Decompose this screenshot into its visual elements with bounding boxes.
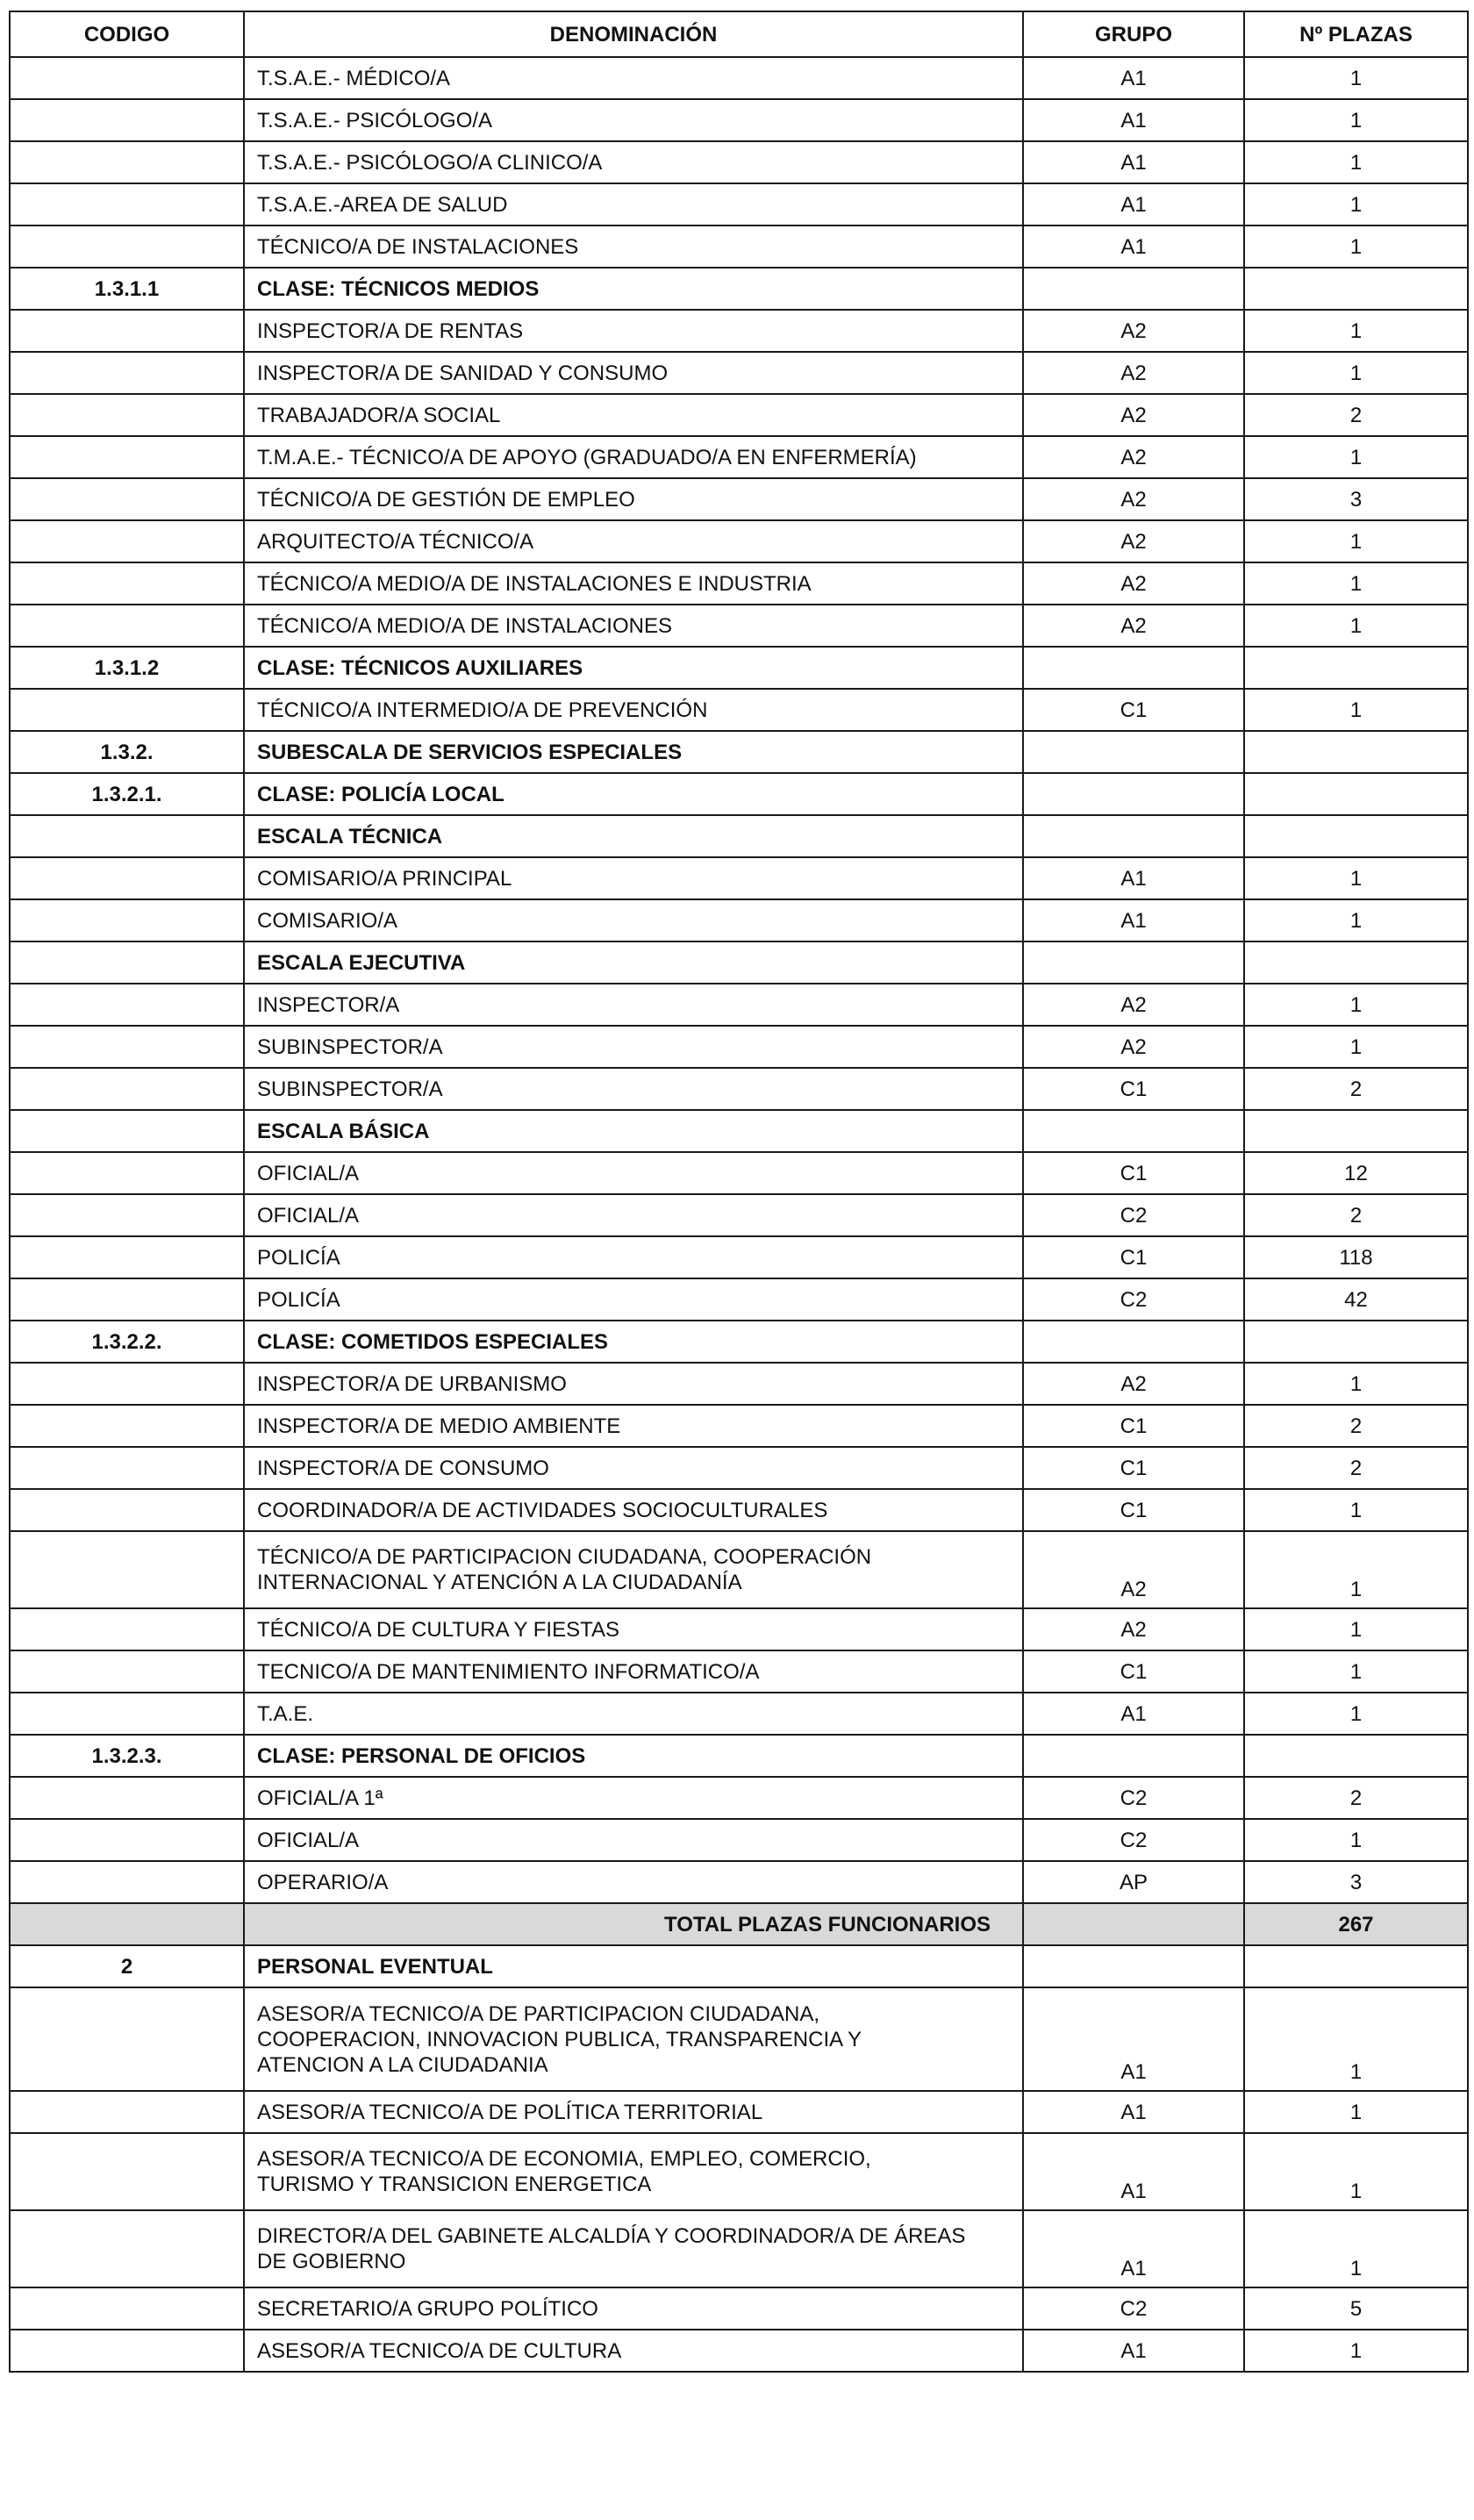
table-row [10, 562, 1468, 605]
cell-grupo: A1 [1023, 183, 1244, 226]
cell-plazas: 1 [1244, 226, 1468, 268]
cell-denominacion: INSPECTOR/A DE SANIDAD Y CONSUMO [244, 352, 1023, 394]
cell-plazas: 1 [1244, 2210, 1468, 2287]
cell-plazas: 12 [1244, 1152, 1468, 1194]
cell-codigo [10, 1152, 244, 1194]
cell-plazas: 1 [1244, 352, 1468, 394]
cell-denominacion: CLASE: TÉCNICOS AUXILIARES [244, 647, 1023, 689]
cell-grupo: A2 [1023, 352, 1244, 394]
cell-codigo: 1.3.2.2. [10, 1321, 244, 1363]
cell-codigo: 1.3.2. [10, 731, 244, 773]
cell-codigo [10, 520, 244, 562]
section-row [10, 815, 1468, 857]
cell-grupo: A1 [1023, 2210, 1244, 2287]
cell-plazas: 42 [1244, 1278, 1468, 1321]
section-row [10, 1735, 1468, 1777]
cell-grupo: C1 [1023, 1405, 1244, 1447]
cell-grupo: A1 [1023, 226, 1244, 268]
section-row [10, 941, 1468, 984]
cell-plazas [1244, 1321, 1468, 1363]
cell-denominacion: TÉCNICO/A INTERMEDIO/A DE PREVENCIÓN [244, 689, 1023, 731]
cell-denominacion: TÉCNICO/A DE INSTALACIONES [244, 226, 1023, 268]
table-row [10, 436, 1468, 478]
cell-plazas [1244, 1110, 1468, 1152]
cell-denominacion: DIRECTOR/A DEL GABINETE ALCALDÍA Y COORDINADOR/A DE ÁREAS DE GOBIERNO [244, 2210, 1023, 2287]
cell-codigo [10, 941, 244, 984]
cell-denominacion: INSPECTOR/A DE MEDIO AMBIENTE [244, 1405, 1023, 1447]
cell-grupo [1023, 1735, 1244, 1777]
cell-codigo [10, 1110, 244, 1152]
cell-denominacion: ASESOR/A TECNICO/A DE POLÍTICA TERRITORIAL [244, 2091, 1023, 2133]
table-row [10, 226, 1468, 268]
column-header-plazas: Nº PLAZAS [1244, 11, 1468, 57]
cell-plazas [1244, 773, 1468, 815]
cell-grupo: A1 [1023, 141, 1244, 183]
cell-plazas: 267 [1244, 1903, 1468, 1945]
cell-codigo [10, 1447, 244, 1489]
cell-plazas: 1 [1244, 1489, 1468, 1531]
section-row [10, 773, 1468, 815]
cell-codigo [10, 394, 244, 436]
cell-grupo: C1 [1023, 1152, 1244, 1194]
section-row [10, 731, 1468, 773]
cell-plazas [1244, 815, 1468, 857]
cell-codigo [10, 1026, 244, 1068]
table-row [10, 1819, 1468, 1861]
cell-codigo [10, 1693, 244, 1735]
cell-grupo [1023, 941, 1244, 984]
cell-grupo: C2 [1023, 1278, 1244, 1321]
cell-grupo: A1 [1023, 899, 1244, 941]
table-header-row [10, 11, 1468, 57]
table-row [10, 1489, 1468, 1531]
cell-codigo [10, 2287, 244, 2330]
table-row [10, 899, 1468, 941]
table-row [10, 1363, 1468, 1405]
cell-plazas [1244, 731, 1468, 773]
cell-denominacion: ASESOR/A TECNICO/A DE PARTICIPACION CIUDADANA, COOPERACION, INNOVACION PUBLICA, TRANSPARENCIA Y ATENCION A LA CIUDADANIA [244, 1987, 1023, 2091]
table-row [10, 352, 1468, 394]
cell-codigo [10, 1777, 244, 1819]
cell-denominacion: INSPECTOR/A DE URBANISMO [244, 1363, 1023, 1405]
cell-denominacion: COMISARIO/A [244, 899, 1023, 941]
cell-plazas: 1 [1244, 183, 1468, 226]
cell-denominacion: OFICIAL/A [244, 1152, 1023, 1194]
cell-codigo [10, 1531, 244, 1608]
cell-codigo [10, 2330, 244, 2372]
cell-grupo: C1 [1023, 689, 1244, 731]
cell-denominacion: TÉCNICO/A DE GESTIÓN DE EMPLEO [244, 478, 1023, 520]
cell-grupo: A2 [1023, 394, 1244, 436]
cell-denominacion: TOTAL PLAZAS FUNCIONARIOS [244, 1903, 1023, 1945]
cell-codigo [10, 984, 244, 1026]
cell-denominacion: SUBINSPECTOR/A [244, 1068, 1023, 1110]
cell-grupo: A2 [1023, 1026, 1244, 1068]
cell-denominacion: OPERARIO/A [244, 1861, 1023, 1903]
table-row [10, 99, 1468, 141]
staff-table-sheet [9, 11, 1467, 2373]
cell-denominacion: TÉCNICO/A MEDIO/A DE INSTALACIONES E INDUSTRIA [244, 562, 1023, 605]
cell-plazas: 1 [1244, 1650, 1468, 1693]
cell-codigo [10, 1903, 244, 1945]
cell-grupo: C1 [1023, 1650, 1244, 1693]
cell-denominacion: ASESOR/A TECNICO/A DE CULTURA [244, 2330, 1023, 2372]
cell-grupo: A2 [1023, 1531, 1244, 1608]
column-header-grupo: GRUPO [1023, 11, 1244, 57]
cell-codigo [10, 899, 244, 941]
table-row [10, 2133, 1468, 2210]
cell-plazas: 1 [1244, 1987, 1468, 2091]
cell-grupo: C2 [1023, 2287, 1244, 2330]
cell-codigo [10, 57, 244, 99]
cell-denominacion: T.A.E. [244, 1693, 1023, 1735]
cell-plazas: 1 [1244, 562, 1468, 605]
column-header-denominacion: DENOMINACIÓN [244, 11, 1023, 57]
cell-grupo: C1 [1023, 1489, 1244, 1531]
table-row [10, 1194, 1468, 1236]
cell-codigo [10, 1405, 244, 1447]
cell-codigo [10, 1861, 244, 1903]
cell-plazas [1244, 647, 1468, 689]
cell-codigo [10, 226, 244, 268]
cell-grupo: A2 [1023, 1608, 1244, 1650]
cell-grupo: A1 [1023, 857, 1244, 899]
cell-codigo [10, 1068, 244, 1110]
table-row [10, 605, 1468, 647]
section-row [10, 1945, 1468, 1987]
table-row [10, 2330, 1468, 2372]
cell-codigo [10, 141, 244, 183]
cell-grupo: A1 [1023, 1693, 1244, 1735]
cell-plazas: 5 [1244, 2287, 1468, 2330]
cell-denominacion: T.S.A.E.- MÉDICO/A [244, 57, 1023, 99]
cell-grupo [1023, 647, 1244, 689]
table-row [10, 1278, 1468, 1321]
cell-grupo: C2 [1023, 1777, 1244, 1819]
cell-codigo [10, 815, 244, 857]
section-row [10, 1321, 1468, 1363]
cell-grupo [1023, 773, 1244, 815]
cell-plazas: 3 [1244, 478, 1468, 520]
cell-grupo: A2 [1023, 562, 1244, 605]
cell-denominacion: ESCALA TÉCNICA [244, 815, 1023, 857]
cell-denominacion: TECNICO/A DE MANTENIMIENTO INFORMATICO/A [244, 1650, 1023, 1693]
cell-denominacion: CLASE: POLICÍA LOCAL [244, 773, 1023, 815]
cell-denominacion: INSPECTOR/A DE CONSUMO [244, 1447, 1023, 1489]
cell-plazas: 2 [1244, 1068, 1468, 1110]
section-row [10, 1110, 1468, 1152]
cell-denominacion: INSPECTOR/A [244, 984, 1023, 1026]
cell-plazas: 1 [1244, 1819, 1468, 1861]
cell-denominacion: TÉCNICO/A DE PARTICIPACION CIUDADANA, COOPERACIÓN INTERNACIONAL Y ATENCIÓN A LA CIUDADANÍA [244, 1531, 1023, 1608]
cell-plazas: 1 [1244, 520, 1468, 562]
table-row [10, 1650, 1468, 1693]
cell-grupo: A1 [1023, 2330, 1244, 2372]
cell-codigo [10, 478, 244, 520]
cell-plazas: 1 [1244, 1363, 1468, 1405]
cell-denominacion: ASESOR/A TECNICO/A DE ECONOMIA, EMPLEO, COMERCIO, TURISMO Y TRANSICION ENERGETICA [244, 2133, 1023, 2210]
cell-plazas: 1 [1244, 99, 1468, 141]
cell-denominacion: OFICIAL/A [244, 1819, 1023, 1861]
cell-plazas: 1 [1244, 2133, 1468, 2210]
column-header-codigo: CODIGO [10, 11, 244, 57]
cell-codigo [10, 1489, 244, 1531]
cell-grupo: A2 [1023, 605, 1244, 647]
cell-denominacion: TRABAJADOR/A SOCIAL [244, 394, 1023, 436]
cell-codigo: 1.3.1.1 [10, 268, 244, 310]
table-row [10, 183, 1468, 226]
table-row [10, 1026, 1468, 1068]
total-row [10, 1903, 1468, 1945]
cell-denominacion: POLICÍA [244, 1236, 1023, 1278]
table-row [10, 1608, 1468, 1650]
cell-codigo [10, 183, 244, 226]
cell-denominacion: SUBESCALA DE SERVICIOS ESPECIALES [244, 731, 1023, 773]
cell-plazas [1244, 268, 1468, 310]
cell-plazas: 2 [1244, 1777, 1468, 1819]
cell-plazas: 1 [1244, 899, 1468, 941]
cell-codigo [10, 1608, 244, 1650]
cell-grupo: A1 [1023, 1987, 1244, 2091]
cell-denominacion: INSPECTOR/A DE RENTAS [244, 310, 1023, 352]
cell-codigo [10, 2091, 244, 2133]
section-row [10, 647, 1468, 689]
cell-grupo [1023, 1110, 1244, 1152]
cell-codigo [10, 1194, 244, 1236]
cell-denominacion: ESCALA BÁSICA [244, 1110, 1023, 1152]
cell-grupo: A2 [1023, 436, 1244, 478]
cell-plazas: 1 [1244, 310, 1468, 352]
cell-plazas: 1 [1244, 689, 1468, 731]
table-row [10, 310, 1468, 352]
cell-plazas: 1 [1244, 857, 1468, 899]
cell-denominacion: ARQUITECTO/A TÉCNICO/A [244, 520, 1023, 562]
cell-plazas: 1 [1244, 1693, 1468, 1735]
table-row [10, 1987, 1468, 2091]
table-row [10, 857, 1468, 899]
cell-plazas [1244, 1735, 1468, 1777]
table-row [10, 1861, 1468, 1903]
cell-plazas: 1 [1244, 984, 1468, 1026]
cell-plazas: 2 [1244, 1405, 1468, 1447]
cell-grupo [1023, 731, 1244, 773]
table-row [10, 2210, 1468, 2287]
cell-denominacion: SUBINSPECTOR/A [244, 1026, 1023, 1068]
table-row [10, 2091, 1468, 2133]
cell-codigo: 1.3.2.3. [10, 1735, 244, 1777]
cell-plazas: 1 [1244, 141, 1468, 183]
cell-grupo: A1 [1023, 57, 1244, 99]
cell-denominacion: T.S.A.E.- PSICÓLOGO/A [244, 99, 1023, 141]
cell-codigo [10, 689, 244, 731]
cell-denominacion: CLASE: COMETIDOS ESPECIALES [244, 1321, 1023, 1363]
table-row [10, 1447, 1468, 1489]
cell-grupo [1023, 1321, 1244, 1363]
table-row [10, 1531, 1468, 1608]
cell-grupo: C1 [1023, 1068, 1244, 1110]
table-row [10, 1693, 1468, 1735]
table-row [10, 1068, 1468, 1110]
cell-plazas: 1 [1244, 1026, 1468, 1068]
cell-plazas: 1 [1244, 2091, 1468, 2133]
table-row [10, 689, 1468, 731]
table-row [10, 2287, 1468, 2330]
cell-codigo: 2 [10, 1945, 244, 1987]
cell-grupo [1023, 1945, 1244, 1987]
cell-grupo: A2 [1023, 310, 1244, 352]
table-row [10, 57, 1468, 99]
cell-plazas: 3 [1244, 1861, 1468, 1903]
cell-denominacion: TÉCNICO/A DE CULTURA Y FIESTAS [244, 1608, 1023, 1650]
cell-denominacion: T.S.A.E.- PSICÓLOGO/A CLINICO/A [244, 141, 1023, 183]
cell-codigo [10, 352, 244, 394]
table-row [10, 1236, 1468, 1278]
cell-grupo [1023, 268, 1244, 310]
cell-denominacion: T.M.A.E.- TÉCNICO/A DE APOYO (GRADUADO/A EN ENFERMERÍA) [244, 436, 1023, 478]
cell-plazas [1244, 941, 1468, 984]
cell-grupo [1023, 815, 1244, 857]
cell-plazas: 1 [1244, 1608, 1468, 1650]
cell-grupo: C1 [1023, 1236, 1244, 1278]
cell-codigo [10, 436, 244, 478]
cell-plazas: 1 [1244, 57, 1468, 99]
plazas-table [9, 11, 1469, 2373]
cell-codigo [10, 1278, 244, 1321]
cell-codigo [10, 1819, 244, 1861]
cell-plazas: 2 [1244, 394, 1468, 436]
cell-codigo [10, 1363, 244, 1405]
cell-codigo: 1.3.2.1. [10, 773, 244, 815]
cell-denominacion: POLICÍA [244, 1278, 1023, 1321]
cell-denominacion: COMISARIO/A PRINCIPAL [244, 857, 1023, 899]
cell-denominacion: OFICIAL/A [244, 1194, 1023, 1236]
cell-plazas: 1 [1244, 605, 1468, 647]
cell-plazas [1244, 1945, 1468, 1987]
cell-grupo: C2 [1023, 1819, 1244, 1861]
cell-grupo: A2 [1023, 984, 1244, 1026]
cell-grupo: C1 [1023, 1447, 1244, 1489]
cell-denominacion: PERSONAL EVENTUAL [244, 1945, 1023, 1987]
cell-codigo [10, 2133, 244, 2210]
cell-codigo: 1.3.1.2 [10, 647, 244, 689]
cell-grupo: A1 [1023, 99, 1244, 141]
cell-denominacion: ESCALA EJECUTIVA [244, 941, 1023, 984]
cell-codigo [10, 562, 244, 605]
section-row [10, 268, 1468, 310]
cell-plazas: 2 [1244, 1194, 1468, 1236]
cell-denominacion: CLASE: PERSONAL DE OFICIOS [244, 1735, 1023, 1777]
table-row [10, 394, 1468, 436]
cell-plazas: 1 [1244, 436, 1468, 478]
cell-codigo [10, 1987, 244, 2091]
table-row [10, 1152, 1468, 1194]
table-row [10, 1777, 1468, 1819]
table-row [10, 520, 1468, 562]
table-body [10, 57, 1468, 2372]
cell-codigo [10, 310, 244, 352]
table-row [10, 1405, 1468, 1447]
table-row [10, 478, 1468, 520]
cell-denominacion: COORDINADOR/A DE ACTIVIDADES SOCIOCULTURALES [244, 1489, 1023, 1531]
cell-grupo: C2 [1023, 1194, 1244, 1236]
cell-denominacion: T.S.A.E.-AREA DE SALUD [244, 183, 1023, 226]
cell-grupo: A1 [1023, 2091, 1244, 2133]
cell-grupo: A1 [1023, 2133, 1244, 2210]
cell-grupo: AP [1023, 1861, 1244, 1903]
cell-denominacion: CLASE: TÉCNICOS MEDIOS [244, 268, 1023, 310]
cell-codigo [10, 605, 244, 647]
cell-plazas: 2 [1244, 1447, 1468, 1489]
cell-codigo [10, 857, 244, 899]
cell-codigo [10, 2210, 244, 2287]
cell-grupo: A2 [1023, 520, 1244, 562]
cell-codigo [10, 1650, 244, 1693]
cell-plazas: 118 [1244, 1236, 1468, 1278]
table-row [10, 984, 1468, 1026]
cell-denominacion: TÉCNICO/A MEDIO/A DE INSTALACIONES [244, 605, 1023, 647]
cell-grupo [1023, 1903, 1244, 1945]
cell-denominacion: OFICIAL/A 1ª [244, 1777, 1023, 1819]
cell-plazas: 1 [1244, 1531, 1468, 1608]
cell-plazas: 1 [1244, 2330, 1468, 2372]
cell-denominacion: SECRETARIO/A GRUPO POLÍTICO [244, 2287, 1023, 2330]
table-row [10, 141, 1468, 183]
cell-grupo: A2 [1023, 1363, 1244, 1405]
cell-grupo: A2 [1023, 478, 1244, 520]
cell-codigo [10, 99, 244, 141]
cell-codigo [10, 1236, 244, 1278]
